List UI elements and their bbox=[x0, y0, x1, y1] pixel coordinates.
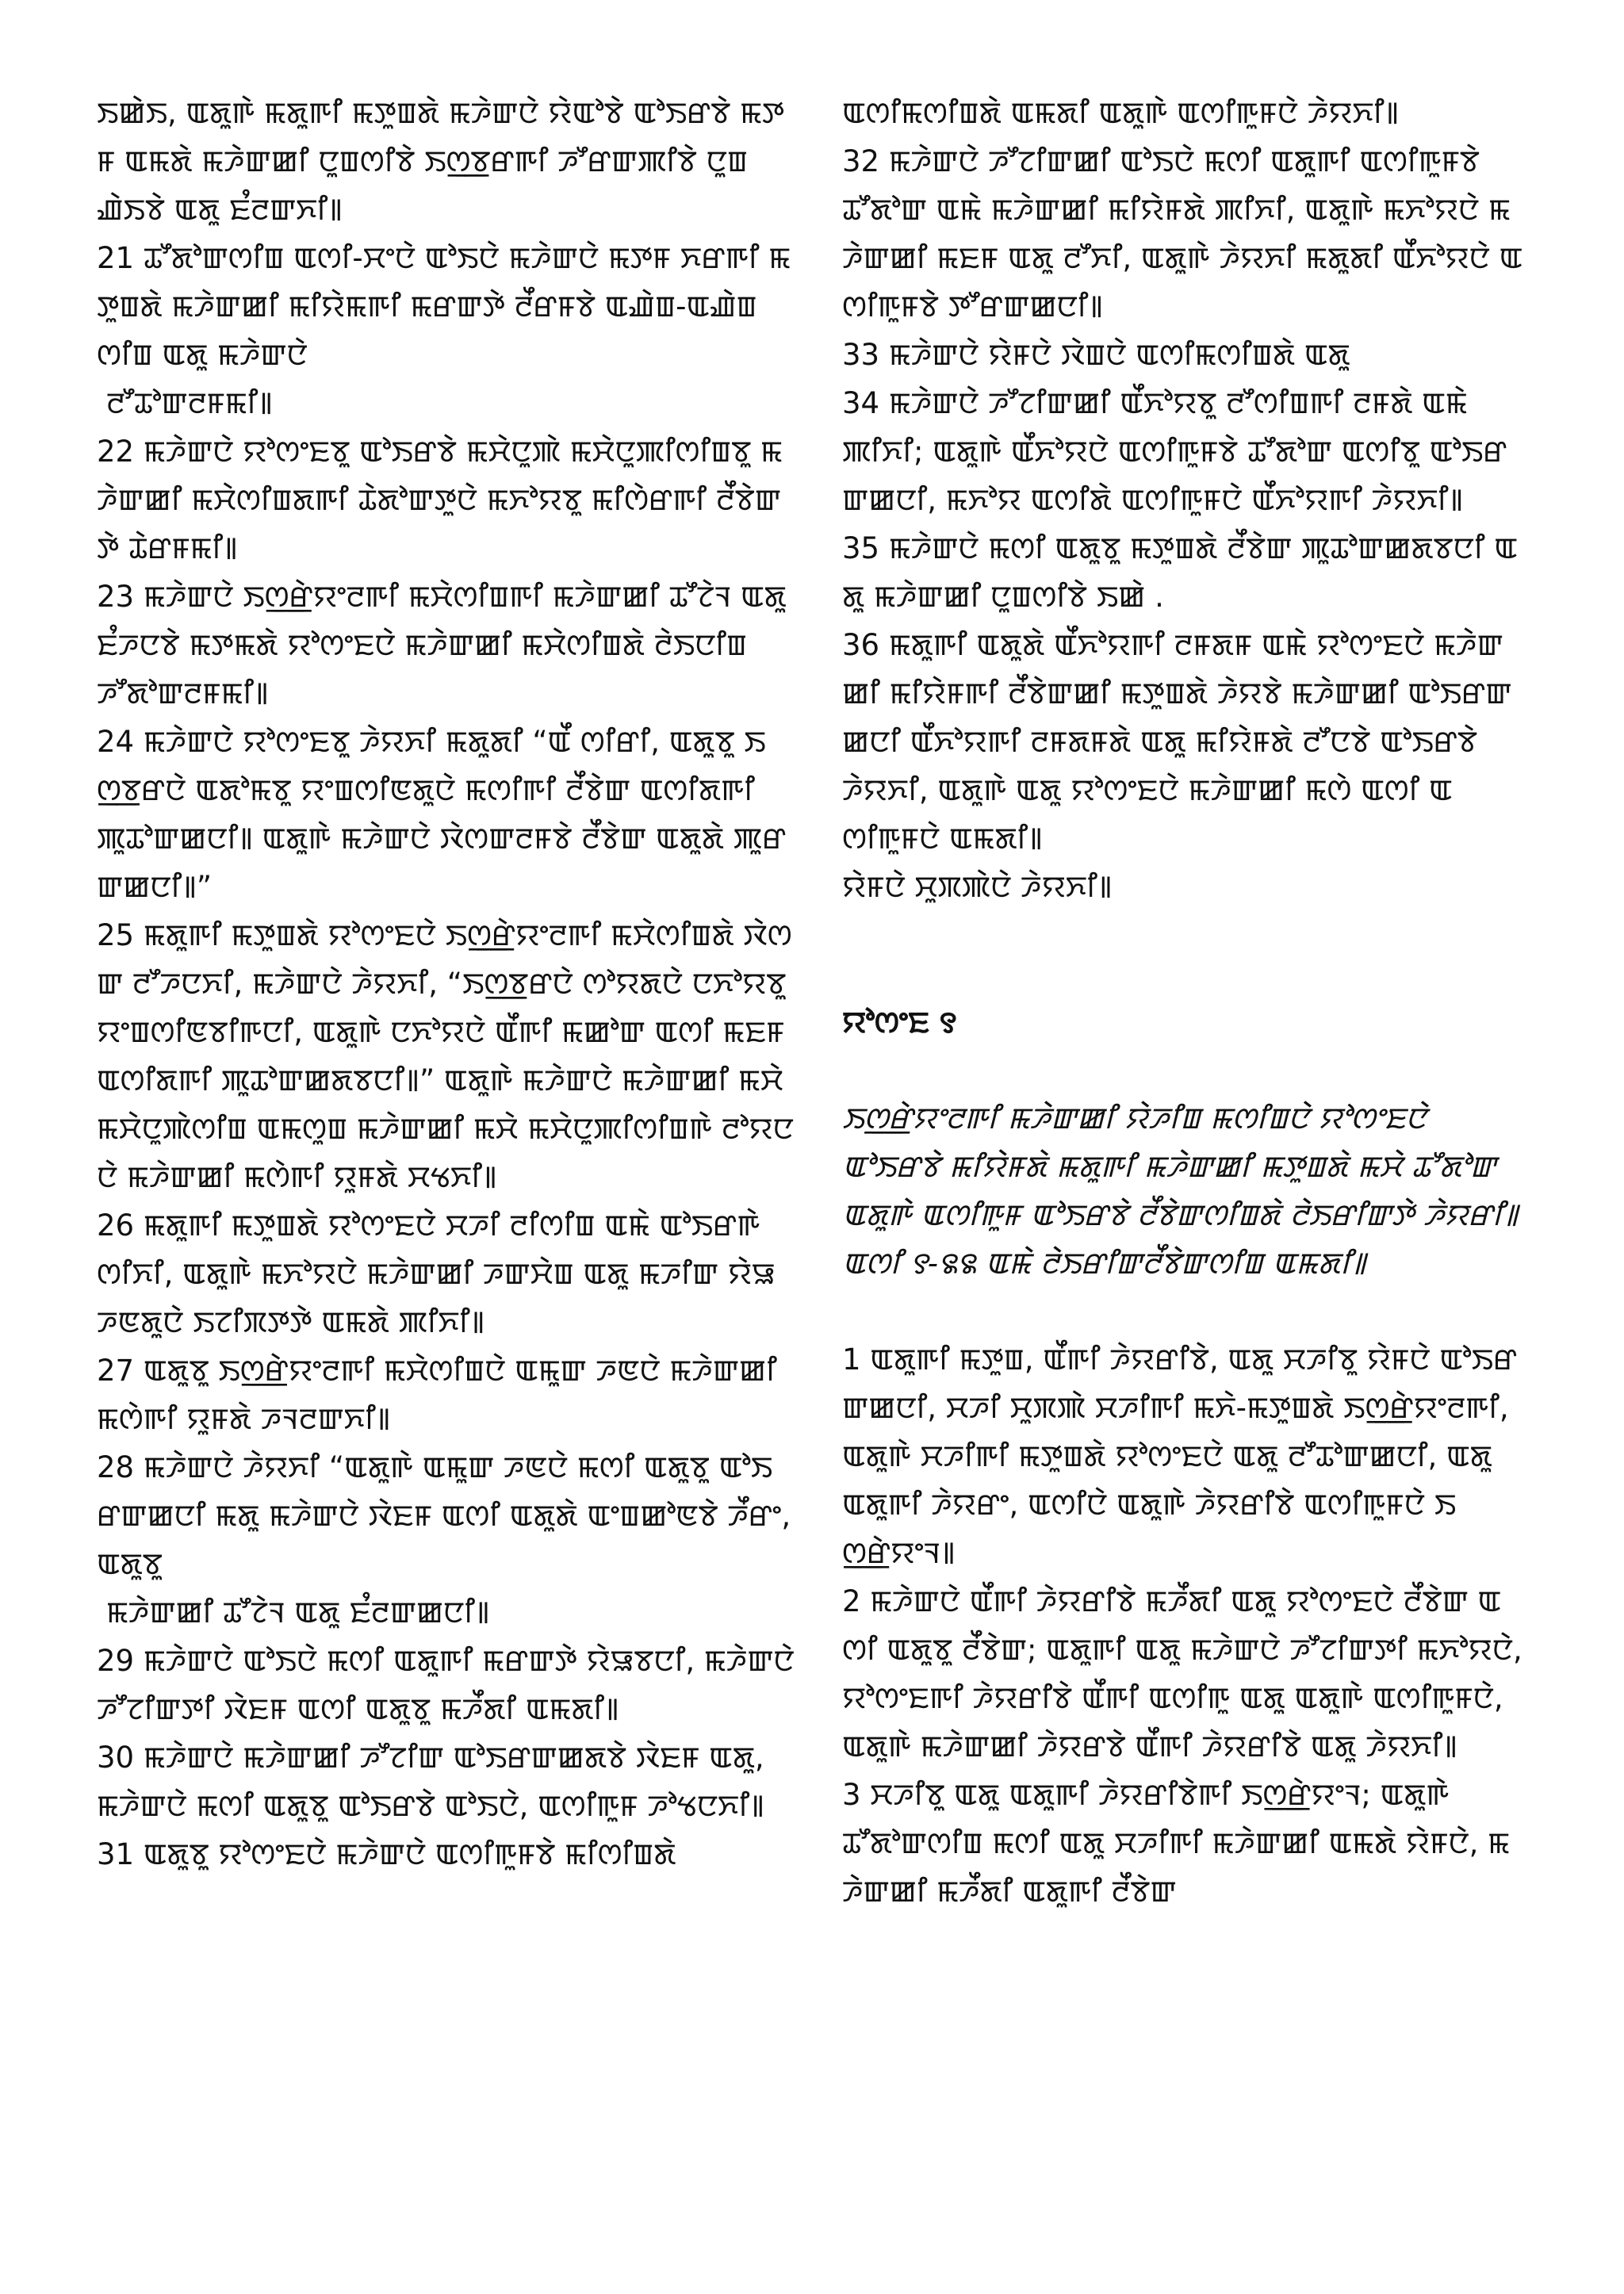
verse-paragraph: 34 ꯃꯍꯥꯛꯅꯥ ꯍꯧꯖꯤꯛꯀꯤ ꯑꯩꯈꯣꯌꯕꯨ ꯂꯧꯁꯤꯡꯒꯤ ꯂꯝꯗꯥ ꯑꯃꯥ ꯄꯤꯈꯤ; ꯑꯗꯨꯒꯥ ꯑꯩꯈꯣꯌꯅꯥ ꯑꯁꯤꯒꯨꯝꯕꯥ ꯊꯧꯗꯣꯛ ꯑꯁꯤꯕꯨ ꯑꯣꯏꯔꯛꯀꯅꯤ, ꯃꯈꯣꯌ ꯑꯁꯤꯗꯥ ꯑꯁꯤꯒꯨꯝꯅꯥ ꯑꯩꯈꯣꯌꯒꯤ ꯍꯥꯌꯈꯤ꯫ bbox=[842, 386, 1507, 517]
verse-paragraph: 25 ꯃꯗꯨꯒꯤ ꯃꯇꯨꯡꯗꯥ ꯌꯣꯁꯦꯐꯅꯥ ꯏꯁ꯭ꯔꯥꯌꯦꯂꯒꯤ ꯃꯆꯥꯁꯤꯡꯗꯥ ꯋꯥꯁꯛ ꯂꯧꯍꯅꯈꯤ, ꯃꯍꯥꯛꯅꯥ ꯍꯥꯌꯈꯤ, “ꯏꯁ꯭ꯕꯔꯅꯥ ꯁꯣꯌꯗꯅꯥ ꯅꯈꯣꯌꯕꯨ ꯌꯦꯡꯁꯤꯟꯕꯤꯒꯅꯤ, ꯑꯗꯨꯒꯥ ꯅꯈꯣꯌꯅꯥ ꯑꯩꯒꯤ ꯃꯀꯣꯛ ꯑꯁꯤ ꯃꯐꯝ ꯑꯁꯤꯗꯒꯤ ꯄꯨꯊꯣꯛꯀꯗꯕꯅꯤ꯫” ꯑꯗꯨꯒꯥ ꯃꯍꯥꯛꯅꯥ ꯃꯍꯥꯛꯀꯤ ꯃꯆꯥ ꯃꯆꯥꯅꯨꯄꯥꯁꯤꯡ ꯑꯃꯁꯨꯡ ꯃꯍꯥꯛꯀꯤ ꯃꯆꯥ ꯃꯆꯥꯅꯨꯄꯤꯁꯤꯡꯒꯥ ꯂꯣꯌꯅꯅꯥ ꯃꯍꯥꯛꯀꯤ ꯃꯁꯥꯒꯤ ꯌꯨꯝꯗꯥ ꯆꯠꯈꯤ꯫ bbox=[97, 918, 794, 1194]
verse-paragraph: 2 ꯃꯍꯥꯛꯅꯥ ꯑꯩꯒꯤ ꯍꯥꯌꯔꯤꯕꯥ ꯃꯍꯩꯗꯤ ꯑꯗꯨ ꯌꯣꯁꯦꯐꯅꯥ ꯂꯩꯕꯥꯛ ꯑꯁꯤ ꯑꯗꯨꯕꯨ ꯂꯩꯕꯥꯛ; ꯑꯗꯨꯒꯤ ꯑꯗꯨ ꯃꯍꯥꯛꯅꯥ ꯍꯧꯖꯤꯛꯇꯤ ꯃꯈꯣꯌꯅꯥ, ꯌꯣꯁꯦꯐꯒꯤ ꯍꯥꯌꯔꯤꯕꯥ ꯑꯩꯒꯤ ꯑꯁꯤꯒꯨ ꯑꯗꯨ ꯑꯗꯨꯒꯥ ꯑꯁꯤꯒꯨꯝꯅꯥ, ꯑꯗꯨꯒꯥ ꯃꯍꯥꯛꯀꯤ ꯍꯥꯌꯔꯕꯥ ꯑꯩꯒꯤ ꯍꯥꯌꯔꯤꯕꯥ ꯑꯗꯨ ꯍꯥꯌꯈꯤ꯫ bbox=[842, 1584, 1522, 1764]
verse-paragraph: ꯑꯁꯤꯃꯁꯤꯡꯗꯥ ꯑꯃꯗꯤ ꯑꯗꯨꯒꯥ ꯑꯁꯤꯒꯨꯝꯅꯥ ꯍꯥꯌꯈꯤ꯫ bbox=[842, 96, 1400, 130]
chapter-intro: ꯏꯁ꯭ꯔꯥꯌꯦꯂꯒꯤ ꯃꯍꯥꯛꯀꯤ ꯌꯥꯍꯤꯡ ꯃꯁꯤꯡꯅꯥ ꯌꯣꯁꯦꯐꯅꯥ ꯑꯣꯏꯔꯕꯥ ꯃꯤꯌꯥꯝꯗꯥ ꯃꯗꯨꯒꯤ ꯃꯍꯥꯛꯀꯤ ꯃꯇꯨꯡꯗꯥ ꯃꯆꯥ ꯊꯧꯗꯣꯛ ꯑꯗꯨꯒꯥ ꯑꯁꯤꯒꯨꯝ ꯑꯣꯏꯔꯕꯥ ꯂꯩꯕꯥꯛꯁꯤꯡꯗꯥ ꯂꯥꯏꯔꯤꯛꯇꯥ ꯍꯥꯌꯔꯤ꯫ ꯑꯁꯤ ꯱-꯲꯲ ꯑꯃꯥ ꯂꯥꯏꯔꯤꯛꯂꯩꯕꯥꯛꯁꯤꯡ ꯑꯃꯗꯤ꯫ bbox=[842, 1101, 1519, 1281]
verse-paragraph: 28 ꯃꯍꯥꯛꯅꯥ ꯍꯥꯌꯈꯤ “ꯑꯗꯨꯒꯥ ꯑꯃꯨꯛ ꯍꯟꯅꯥ ꯃꯁꯤ ꯑꯗꯨꯕꯨ ꯑꯣꯏꯔꯛꯀꯅꯤ ꯃꯗꯨ ꯃꯍꯥꯛꯅꯥ ꯋꯥꯐꯝ ꯑꯁꯤ ꯑꯗꯨꯗꯥ ꯑꯦꯡꯀꯣꯟꯕꯥ ꯍꯩꯔꯦ, ꯑꯗꯨꯕꯨ bbox=[97, 1450, 791, 1581]
verse-paragraph: 33 ꯃꯍꯥꯛꯅꯥ ꯌꯥꯝꯅꯥ ꯋꯥꯡꯅꯥ ꯑꯁꯤꯃꯁꯤꯡꯗꯥ ꯑꯗꯨ bbox=[842, 338, 1350, 372]
verse-paragraph: ꯂꯧꯊꯣꯛꯂꯝꯃꯤ꯫ bbox=[106, 386, 273, 420]
verse-paragraph: 23 ꯃꯍꯥꯛꯅꯥ ꯏꯁ꯭ꯔꯥꯌꯦꯂꯒꯤ ꯃꯆꯥꯁꯤꯡꯒꯤ ꯃꯍꯥꯛꯀꯤ ꯊꯧꯖꯥꯜ ꯑꯗꯨ ꯐꯪꯍꯅꯕꯥ ꯃꯇꯃꯗꯥ ꯌꯣꯁꯦꯐꯅꯥ ꯃꯍꯥꯛꯀꯤ ꯃꯆꯥꯁꯤꯡꯗꯥ ꯂꯥꯏꯅꯤꯡ ꯍꯧꯗꯣꯛꯂꯝꯃꯤ꯫ bbox=[97, 580, 787, 710]
verse-paragraph: 21 ꯊꯧꯗꯣꯛꯁꯤꯡ ꯑꯁꯤ-ꯆꯦꯅꯥ ꯑꯣꯏꯅꯥ ꯃꯍꯥꯛꯅꯥ ꯃꯇꯝ ꯈꯔꯒꯤ ꯃꯇꯨꯡꯗꯥ ꯃꯍꯥꯛꯀꯤ ꯃꯤꯌꯥꯃꯒꯤ ꯃꯔꯛꯇꯥ ꯂꯩꯔꯝꯕꯥ ꯑꯉꯥꯡ-ꯑꯉꯥꯡꯁꯤꯡ ꯑꯗꯨ ꯃꯍꯥꯛꯅꯥ bbox=[97, 241, 791, 372]
verse-paragraph: 29 ꯃꯍꯥꯛꯅꯥ ꯑꯣꯏꯅꯥ ꯃꯁꯤ ꯑꯗꯨꯒꯤ ꯃꯔꯛꯇꯥ ꯌꯥꯎꯕꯅꯤ, ꯃꯍꯥꯛꯅꯥ ꯍꯧꯖꯤꯛꯇꯤ ꯋꯥꯐꯝ ꯑꯁꯤ ꯑꯗꯨꯕꯨ ꯃꯍꯩꯗꯤ ꯑꯃꯗꯤ꯫ bbox=[97, 1644, 795, 1726]
spacer bbox=[842, 1288, 1524, 1335]
verse-paragraph: 24 ꯃꯍꯥꯛꯅꯥ ꯌꯣꯁꯦꯐꯕꯨ ꯍꯥꯌꯈꯤ ꯃꯗꯨꯗꯤ “ꯑꯩ ꯁꯤꯔꯤ, ꯑꯗꯨꯕꯨ ꯏꯁ꯭ꯕꯔꯅꯥ ꯑꯗꯣꯃꯕꯨ ꯌꯦꯡꯁꯤꯟꯗꯨꯅꯥ ꯃꯁꯤꯒꯤ ꯂꯩꯕꯥꯛ ꯑꯁꯤꯗꯒꯤ ꯄꯨꯊꯣꯛꯀꯅꯤ꯫ ꯑꯗꯨꯒꯥ ꯃꯍꯥꯛꯅꯥ ꯋꯥꯁꯛꯂꯝꯕꯥ ꯂꯩꯕꯥꯛ ꯑꯗꯨꯗꯥ ꯄꯨꯔꯛꯀꯅꯤ꯫” bbox=[97, 725, 787, 904]
verse-paragraph: 26 ꯃꯗꯨꯒꯤ ꯃꯇꯨꯡꯗꯥ ꯌꯣꯁꯦꯐꯅꯥ ꯆꯍꯤ ꯂꯤꯁꯤꯡ ꯑꯃꯥ ꯑꯣꯏꯔꯒꯥ ꯁꯤꯈꯤ, ꯑꯗꯨꯒꯥ ꯃꯈꯣꯌꯅꯥ ꯃꯍꯥꯛꯀꯤ ꯍꯛꯆꯥꯡ ꯑꯗꯨ ꯃꯍꯤꯛ ꯌꯥꯎꯍꯟꯗꯨꯅꯥ ꯏꯖꯤꯞꯇꯇꯥ ꯑꯃꯗꯥ ꯄꯤꯈꯤ꯫ bbox=[97, 1208, 776, 1339]
verse-paragraph: 27 ꯑꯗꯨꯕꯨ ꯏꯁ꯭ꯔꯥꯌꯦꯂꯒꯤ ꯃꯆꯥꯁꯤꯡꯅꯥ ꯑꯃꯨꯛ ꯍꯟꯅꯥ ꯃꯍꯥꯛꯀꯤ ꯃꯁꯥꯒꯤ ꯌꯨꯝꯗꯥ ꯍꯜꯂꯛꯈꯤ꯫ bbox=[97, 1354, 777, 1436]
verse-paragraph: 36 ꯃꯗꯨꯒꯤ ꯑꯗꯨꯗꯥ ꯑꯩꯈꯣꯌꯒꯤ ꯂꯝꯗꯝ ꯑꯃꯥ ꯌꯣꯁꯦꯐꯅꯥ ꯃꯍꯥꯛꯀꯤ ꯃꯤꯌꯥꯝꯒꯤ ꯂꯩꯕꯥꯛꯀꯤ ꯃꯇꯨꯡꯗꯥ ꯍꯥꯌꯕꯥ ꯃꯍꯥꯛꯀꯤ ꯑꯣꯏꯔꯛꯀꯅꯤ ꯑꯩꯈꯣꯌꯒꯤ ꯂꯝꯗꯝꯗꯥ ꯑꯗꯨ ꯃꯤꯌꯥꯝꯗꯥ ꯂꯧꯅꯕꯥ ꯑꯣꯏꯔꯕꯥ ꯍꯥꯌꯈꯤ, ꯑꯗꯨꯒꯥ ꯑꯗꯨ ꯌꯣꯁꯦꯐꯅꯥ ꯃꯍꯥꯛꯀꯤ ꯃꯁꯥ ꯑꯁꯤ ꯑꯁꯤꯒꯨꯝꯅꯥ ꯑꯃꯗꯤ꯫ bbox=[842, 628, 1512, 856]
verse-paragraph: 1 ꯑꯗꯨꯒꯤ ꯃꯇꯨꯡ, ꯑꯩꯒꯤ ꯍꯥꯌꯔꯤꯕꯥ, ꯑꯗꯨ ꯆꯍꯤꯕꯨ ꯌꯥꯝꯅꯥ ꯑꯣꯏꯔꯛꯀꯅꯤ, ꯆꯍꯤ ꯆꯨꯞꯄꯥ ꯆꯍꯤꯒꯤ ꯃꯈꯥ-ꯃꯇꯨꯡꯗꯥ ꯏꯁ꯭ꯔꯥꯌꯦꯂꯒꯤ, ꯑꯗꯨꯒꯥ ꯆꯍꯤꯒꯤ ꯃꯇꯨꯡꯗꯥ ꯌꯣꯁꯦꯐꯅꯥ ꯑꯗꯨ ꯂꯧꯊꯣꯛꯀꯅꯤ, ꯑꯗꯨ ꯑꯗꯨꯒꯤ ꯍꯥꯌꯔꯦ, ꯑꯁꯤꯅꯥ ꯑꯗꯨꯒꯥ ꯍꯥꯌꯔꯤꯕꯥ ꯑꯁꯤꯒꯨꯝꯅꯥ ꯏꯁ꯭ꯔꯥꯌꯦꯜ꯫ bbox=[842, 1342, 1518, 1570]
verse-paragraph: 3 ꯆꯍꯤꯕꯨ ꯑꯗꯨ ꯑꯗꯨꯒꯤ ꯍꯥꯌꯔꯤꯕꯥꯒꯤ ꯏꯁ꯭ꯔꯥꯌꯦꯜ; ꯑꯗꯨꯒꯥ ꯊꯧꯗꯣꯛꯁꯤꯡ ꯃꯁꯤ ꯑꯗꯨ ꯆꯍꯤꯒꯤ ꯃꯍꯥꯛꯀꯤ ꯑꯃꯗꯥ ꯌꯥꯝꯅꯥ, ꯃꯍꯥꯛꯀꯤ ꯃꯍꯩꯗꯤ ꯑꯗꯨꯒꯤ ꯂꯩꯕꯥꯛ bbox=[842, 1778, 1510, 1909]
verse-paragraph: 30 ꯃꯍꯥꯛꯅꯥ ꯃꯍꯥꯛꯀꯤ ꯍꯧꯖꯤꯛ ꯑꯣꯏꯔꯛꯀꯗꯕꯥ ꯋꯥꯐꯝ ꯑꯗꯨ, ꯃꯍꯥꯛꯅꯥ ꯃꯁꯤ ꯑꯗꯨꯕꯨ ꯑꯣꯏꯔꯕꯥ ꯑꯣꯏꯅꯥ, ꯑꯁꯤꯒꯨꯝ ꯍꯣꯠꯅꯈꯤ꯫ bbox=[97, 1741, 764, 1823]
verse-paragraph: ꯏꯀꯥꯏ, ꯑꯗꯨꯒꯥ ꯃꯗꯨꯒꯤ ꯃꯇꯨꯡꯗꯥ ꯃꯍꯥꯛꯅꯥ ꯌꯥꯑꯣꯕꯥ ꯑꯣꯏꯔꯕꯥ ꯃꯇꯝ ꯑꯃꯗꯥ ꯃꯍꯥꯛꯀꯤ ꯅꯨꯡꯁꯤꯕꯥ ꯏꯁ꯭ꯕꯔꯒꯤ ꯍꯧꯔꯛꯄꯤꯕꯥ ꯅꯨꯡꯉꯥꯏꯕꯥ ꯑꯗꯨ ꯐꯪꯂꯛꯈꯤ꯫ bbox=[97, 96, 785, 227]
verse-paragraph: 32 ꯃꯍꯥꯛꯅꯥ ꯍꯧꯖꯤꯛꯀꯤ ꯑꯣꯏꯅꯥ ꯃꯁꯤ ꯑꯗꯨꯒꯤ ꯑꯁꯤꯒꯨꯝꯕꯥ ꯊꯧꯗꯣꯛ ꯑꯃꯥ ꯃꯍꯥꯛꯀꯤ ꯃꯤꯌꯥꯝꯗꯥ ꯄꯤꯈꯤ, ꯑꯗꯨꯒꯥ ꯃꯈꯣꯌꯅꯥ ꯃꯍꯥꯛꯀꯤ ꯃꯐꯝ ꯑꯗꯨ ꯂꯧꯈꯤ, ꯑꯗꯨꯒꯥ ꯍꯥꯌꯈꯤ ꯃꯗꯨꯗꯤ ꯑꯩꯈꯣꯌꯅꯥ ꯑꯁꯤꯒꯨꯝꯕꯥ ꯇꯧꯔꯛꯀꯅꯤ꯫ bbox=[842, 144, 1523, 324]
verse-paragraph: 35 ꯃꯍꯥꯛꯅꯥ ꯃꯁꯤ ꯑꯗꯨꯕꯨ ꯃꯇꯨꯡꯗꯥ ꯂꯩꯕꯥꯛ ꯄꯨꯊꯣꯛꯀꯗꯕꯅꯤ ꯑꯗꯨ ꯃꯍꯥꯛꯀꯤ ꯅꯨꯡꯁꯤꯕꯥ ꯏꯀꯥ . bbox=[842, 531, 1518, 614]
verse-paragraph: ꯌꯥꯝꯅꯥ ꯆꯨꯞꯄꯥꯅꯥ ꯍꯥꯌꯈꯤ꯫ bbox=[842, 870, 1113, 904]
spacer bbox=[842, 911, 1524, 998]
right-column bbox=[842, 89, 1524, 2230]
spacer bbox=[842, 1047, 1524, 1094]
verse-paragraph: 22 ꯃꯍꯥꯛꯅꯥ ꯌꯣꯁꯦꯐꯕꯨ ꯑꯣꯏꯔꯕꯥ ꯃꯆꯥꯅꯨꯄꯥ ꯃꯆꯥꯅꯨꯄꯤꯁꯤꯡꯕꯨ ꯃꯍꯥꯛꯀꯤ ꯃꯆꯥꯁꯤꯡꯗꯒꯤ ꯊꯥꯗꯣꯛꯇꯨꯅꯥ ꯃꯈꯣꯌꯕꯨ ꯃꯤꯁꯥꯔꯒꯤ ꯂꯩꯕꯥꯛꯇꯥ ꯊꯥꯔꯝꯃꯤ꯫ bbox=[97, 435, 783, 565]
chapter-heading: ꯌꯣꯁꯦꯐ ꯱ bbox=[842, 1005, 957, 1040]
verse-paragraph: ꯃꯍꯥꯛꯀꯤ ꯊꯧꯖꯥꯜ ꯑꯗꯨ ꯐꯪꯂꯛꯀꯅꯤ꯫ bbox=[106, 1595, 490, 1630]
left-column bbox=[97, 89, 795, 2230]
verse-paragraph: 31 ꯑꯗꯨꯕꯨ ꯌꯣꯁꯦꯐꯅꯥ ꯃꯍꯥꯛꯅꯥ ꯑꯁꯤꯒꯨꯝꯕꯥ ꯃꯤꯁꯤꯡꯗꯥ bbox=[97, 1837, 676, 1871]
